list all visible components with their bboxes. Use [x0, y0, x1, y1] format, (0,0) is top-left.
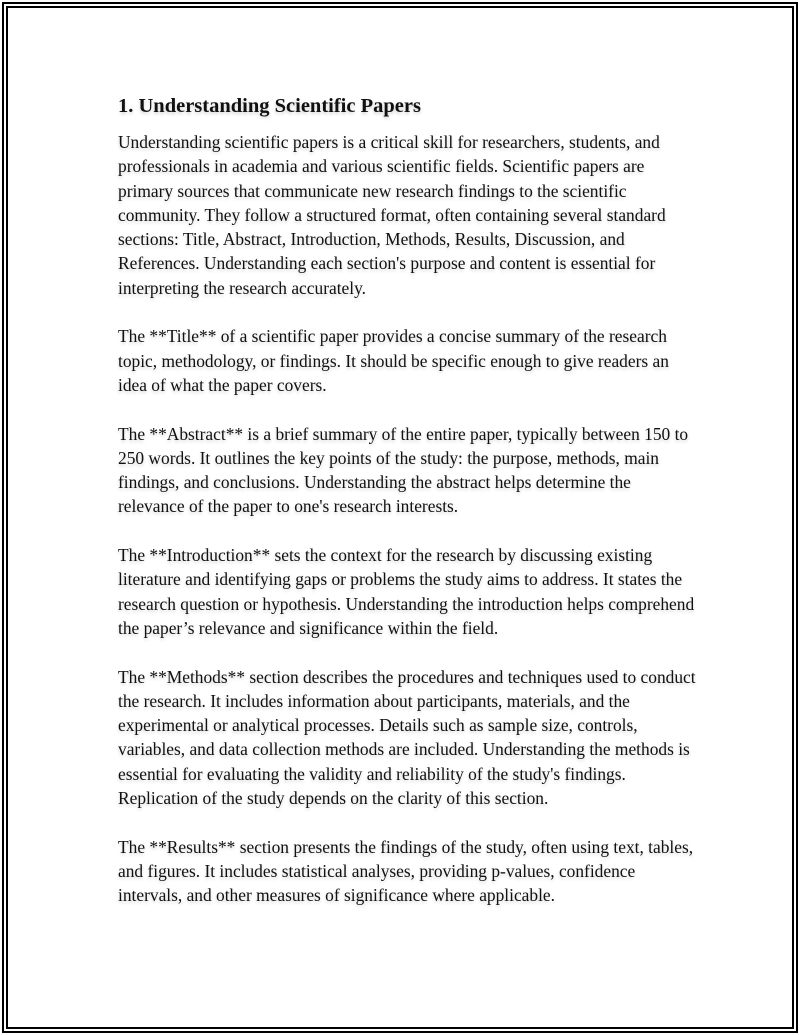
section-heading: 1. Understanding Scientific Papers [118, 95, 421, 117]
paragraph-results: The **Results** section presents the findings of the study, often using text, tables, and figures. It includes statistical analyses, providing p-values, confidence intervals, and other measures of significance where applicable. [118, 836, 694, 906]
paragraph-intro: Understanding scientific papers is a critical skill for researchers, students, and professionals in academia and various scientific fields. Scientific papers are primary sources that communicate new research findings to the scientific community. They follow a structured format, often containing several standard sections: Title, Abstract, Introduction, Methods, Results, Discussion, and References. Understanding each section's purpose and content is essential for interpreting the research accurately. [118, 132, 666, 298]
paragraph-methods: The **Methods** section describes the procedures and techniques used to conduct the research. It includes information about participants, materials, and the experimental or analytical processes. Details such as sample size, controls, variables, and data collection methods are included. Understanding the methods is essential for evaluating the validity and reliability of the study's findings. Replication of the study depends on the clarity of this section. [118, 666, 696, 809]
document-body [118, 92, 698, 908]
paragraph-introduction: The **Introduction** sets the context for the research by discussing existing literature and identifying gaps or problems the study aims to address. It states the research question or hypothesis. Understanding the introduction helps comprehend the paper’s relevance and significance within the field. [118, 545, 695, 638]
paragraph-title: The **Title** of a scientific paper provides a concise summary of the research topic, methodology, or findings. It should be specific enough to give readers an idea of what the paper covers. [118, 326, 669, 395]
paragraph-abstract: The **Abstract** is a brief summary of the entire paper, typically between 150 to 250 words. It outlines the key points of the study: the purpose, methods, main findings, and conclusions. Understanding the abstract helps determine the relevance of the paper to one's research interests. [118, 423, 689, 517]
